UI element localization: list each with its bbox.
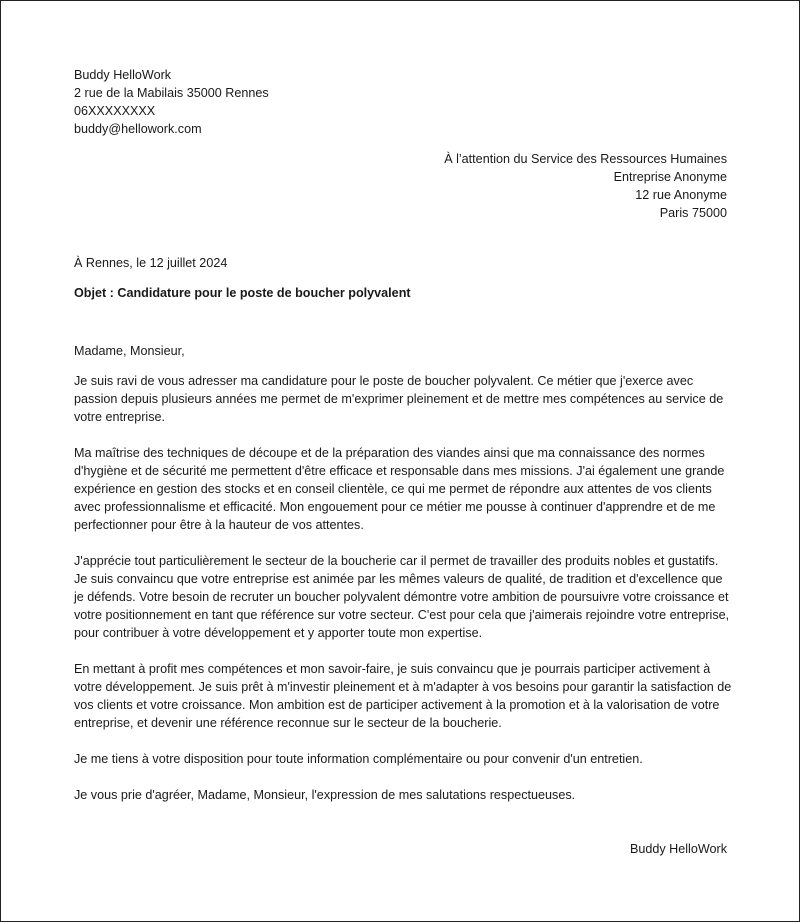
letter-date: À Rennes, le 12 juillet 2024: [74, 256, 228, 270]
letter-body: [74, 342, 734, 822]
recipient-company: Entreprise Anonyme: [613, 170, 727, 184]
paragraph-skills: Ma maîtrise des techniques de découpe et de la préparation des viandes ainsi que ma connaissance des normes d'hygiène et de sécurité me permettent d'être efficace et responsable dans mes missions. J'ai également une grande expérience en gestion des stocks et en conseil clientèle, ce qui me permet de répondre aux attentes de vos clients avec professionnalisme et efficacité. Mon engouement pour ce métier me pousse à continuer d'apprendre et de me perfectionner pour être à la hauteur de vos attentes.: [74, 446, 725, 532]
signature: Buddy HelloWork: [629, 842, 727, 856]
recipient-attention: À l’attention du Service des Ressources Humaines: [444, 152, 727, 166]
paragraph-intro: Je suis ravi de vous adresser ma candidature pour le poste de boucher polyvalent. Ce métier que j'exerce avec passion depuis plusieurs années me permet de m'exprimer pleinement et de mettre mes compétences au service de votre entreprise.: [74, 374, 724, 424]
letter-subject: Objet : Candidature pour le poste de boucher polyvalent: [74, 286, 411, 300]
paragraph-ambition: En mettant à profit mes compétences et mon savoir-faire, je suis convaincu que je pourrais participer activement à votre développement. Je suis prêt à m'investir pleinement et à m'adapter à vos besoins pour garantir la satisfaction de vos clients et votre croissance. Mon ambition est de participer activement à la promotion et à la valorisation de votre entreprise, et devenir une référence reconnue sur le secteur de la boucherie.: [74, 662, 732, 730]
recipient-block: [444, 150, 727, 222]
salutation: Madame, Monsieur,: [74, 344, 185, 358]
recipient-street: 12 rue Anonyme: [635, 188, 727, 202]
sender-name: Buddy HelloWork: [74, 68, 172, 82]
sender-address: 2 rue de la Mabilais 35000 Rennes: [74, 86, 269, 100]
paragraph-availability: Je me tiens à votre disposition pour toute information complémentaire ou pour convenir d'un entretien.: [74, 752, 643, 766]
recipient-city: Paris 75000: [659, 206, 727, 220]
paragraph-motivation: J'apprécie tout particulièrement le secteur de la boucherie car il permet de travailler des produits nobles et gustatifs. Je suis convaincu que votre entreprise est animée par les mêmes valeurs de qualité, de tradition et d'excellence que je défends. Votre besoin de recruter un boucher polyvalent démontre votre ambition de poursuivre votre croissance et votre positionnement en tant que référence sur votre secteur. C'est pour cela que j'aimerais rejoindre votre entreprise, pour contribuer à votre développement et y apporter toute mon expertise.: [74, 554, 730, 640]
sender-email: buddy@hellowork.com: [74, 122, 202, 136]
sender-phone: 06XXXXXXXX: [74, 104, 156, 118]
paragraph-closing: Je vous prie d'agréer, Madame, Monsieur, l'expression de mes salutations respectueuses.: [74, 788, 576, 802]
sender-block: [74, 66, 269, 138]
